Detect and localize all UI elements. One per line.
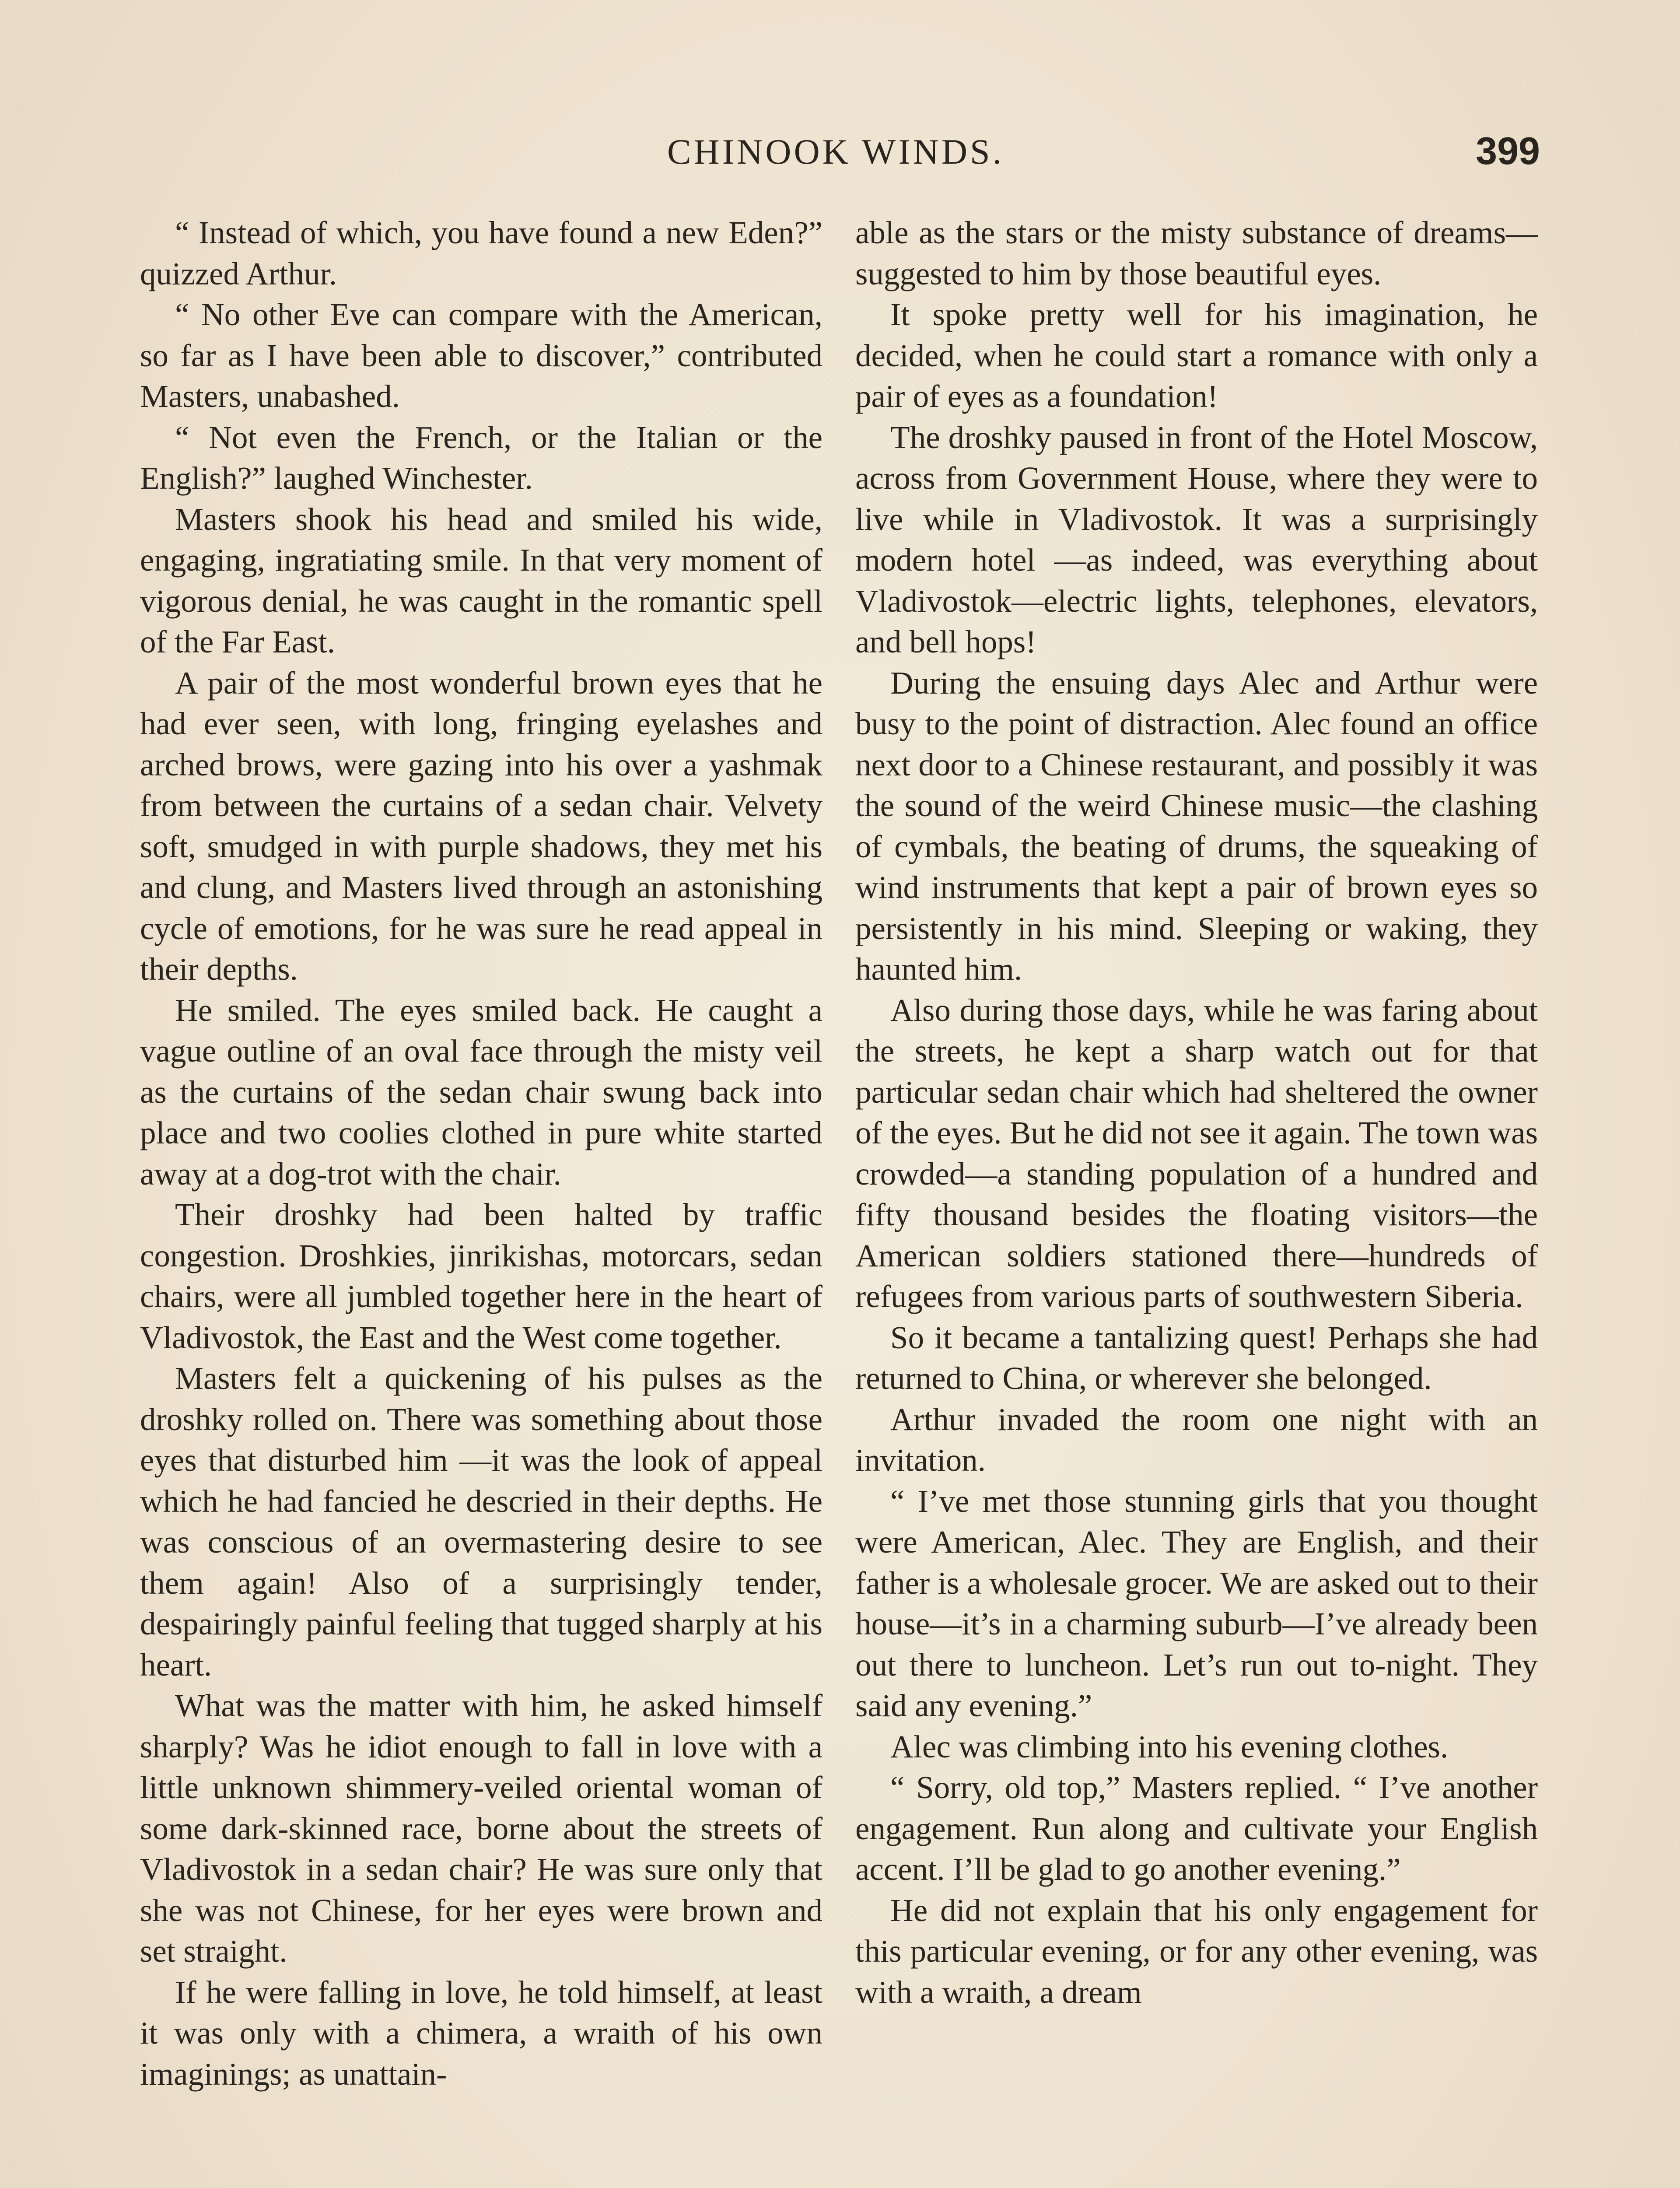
paragraph: If he were falling in love, he told himself, at least it was only with a chimera, a wraith of his own imaginings; as unattain-: [140, 1974, 822, 2092]
running-title: CHINOOK WINDS.: [667, 132, 1004, 172]
page-number: 399: [1476, 129, 1540, 172]
paragraph: It spoke pretty well for his imagination, he decided, when he could start a romance with only a pair of eyes as a foundation!: [855, 297, 1538, 414]
left-column: [140, 212, 822, 2188]
paragraph-continuation: able as the stars or the misty substance of dreams—suggested to him by those beautiful eyes.: [855, 215, 1538, 291]
paragraph: “ I’ve met those stunning girls that you thought were American, Alec. They are English, and their father is a wholesale grocer. We are asked out to their house—it’s in a charming suburb—I’ve already been out there to luncheon. Let’s run out to-night. They said any evening.”: [855, 1483, 1538, 1723]
paragraph: During the ensuing days Alec and Arthur were busy to the point of distraction. Alec found an office next door to a Chinese restaurant, and possibly it was the sound of the weird Chinese music—the clashing of cymbals, the beating of drums, the squeaking of wind instruments that kept a pair of brown eyes so persistently in his mind. Sleeping or waking, they haunted him.: [855, 665, 1538, 987]
paragraph: “ Not even the French, or the Italian or the English?” laughed Winchester.: [140, 419, 822, 496]
paragraph: Masters felt a quickening of his pulses as the droshky rolled on. There was something about those eyes that disturbed him —it was the look of appeal which he had fancied he descried in their depths. He was conscious of an overmastering desire to see them again! Also of a surprisingly tender, despairingly painful feeling that tugged sharply at his heart.: [140, 1360, 822, 1683]
right-column: [855, 212, 1538, 2188]
paragraph: “ Instead of which, you have found a new Eden?” quizzed Arthur.: [140, 215, 822, 291]
paragraph: “ No other Eve can compare with the American, so far as I have been able to discover,” contributed Masters, unabashed.: [140, 297, 822, 414]
paragraph: The droshky paused in front of the Hotel Moscow, across from Government House, where they were to live while in Vladivostok. It was a surprisingly modern hotel —as indeed, was everything about Vladivostok—electric lights, telephones, elevators, and bell hops!: [855, 419, 1538, 659]
paragraph: Arthur invaded the room one night with an invitation.: [855, 1401, 1538, 1478]
paragraph: Their droshky had been halted by traffic congestion. Droshkies, jinrikishas, motorcars, sedan chairs, were all jumbled together here in the heart of Vladivostok, the East and the West come together.: [140, 1197, 822, 1355]
paragraph: Alec was climbing into his evening clothes.: [890, 1729, 1449, 1764]
paragraph: He did not explain that his only engagement for this particular evening, or for any other evening, was with a wraith, a dream: [855, 1892, 1538, 2010]
paragraph: He smiled. The eyes smiled back. He caught a vague outline of an oval face through the misty veil as the curtains of the sedan chair swung back into place and two coolies clothed in pure white started away at a dog-trot with the chair.: [140, 992, 822, 1192]
paragraph: What was the matter with him, he asked himself sharply? Was he idiot enough to fall in love with a little unknown shimmery-veiled oriental woman of some dark-skinned race, borne about the streets of Vladivostok in a sedan chair? He was sure only that she was not Chinese, for her eyes were brown and set straight.: [140, 1688, 822, 1969]
paragraph: A pair of the most wonderful brown eyes that he had ever seen, with long, fringing eyelashes and arched brows, were gazing into his over a yashmak from between the curtains of a sedan chair. Velvety soft, smudged in with purple shadows, they met his and clung, and Masters lived through an astonishing cycle of emotions, for he was sure he read appeal in their depths.: [140, 665, 822, 987]
running-header: [131, 131, 1540, 179]
paragraph: Also during those days, while he was faring about the streets, he kept a sharp watch out for that particular sedan chair which had sheltered the owner of the eyes. But he did not see it again. The town was crowded—a standing population of a hundred and fifty thousand besides the floating visitors—the American soldiers stationed there—hundreds of refugees from various parts of southwestern Siberia.: [855, 992, 1538, 1314]
paragraph: So it became a tantalizing quest! Perhaps she had returned to China, or wherever she belonged.: [855, 1319, 1538, 1396]
paragraph: Masters shook his head and smiled his wide, engaging, ingratiating smile. In that very moment of vigorous denial, he was caught in the romantic spell of the Far East.: [140, 501, 822, 659]
paragraph: “ Sorry, old top,” Masters replied. “ I’ve another engagement. Run along and cultivate your English accent. I’ll be glad to go another evening.”: [855, 1770, 1538, 1887]
